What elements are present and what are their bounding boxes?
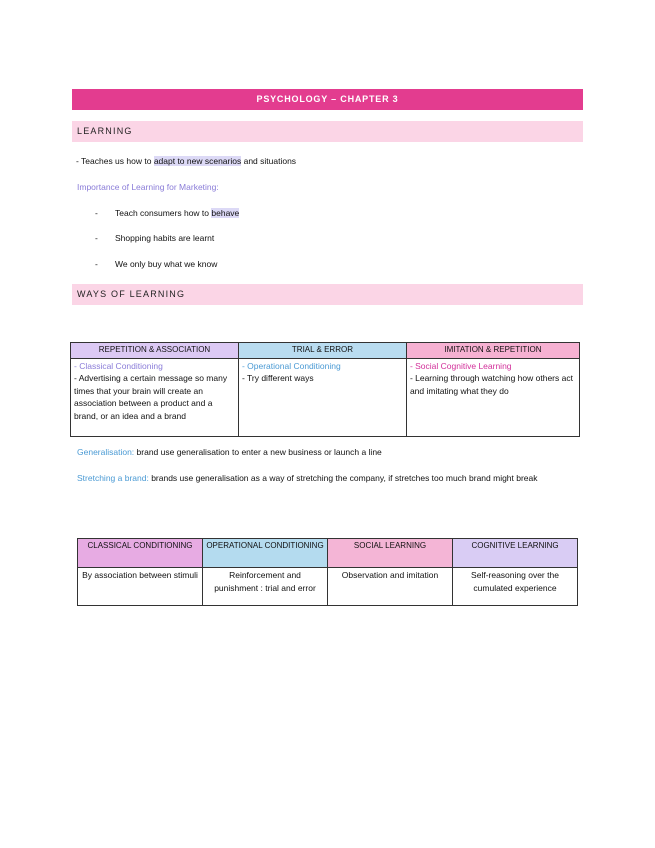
intro-suffix: and situations (241, 156, 297, 166)
table-cell: By association between stimuli (78, 568, 203, 606)
bullet-dash: - (95, 208, 98, 218)
bullet-highlight: behave (211, 208, 240, 218)
importance-label: Importance of Learning for Marketing: (77, 182, 219, 192)
learning-intro (76, 156, 296, 166)
table-cell: Reinforcement and punishment : trial and error (203, 568, 328, 606)
table-cell (238, 358, 406, 436)
table-header: COGNITIVE LEARNING (453, 539, 578, 568)
ways-table (70, 342, 580, 437)
intro-prefix: - Teaches us how to (76, 156, 154, 166)
table-cell: Observation and imitation (328, 568, 453, 606)
table-cell (406, 358, 579, 436)
cell-subtitle: - Classical Conditioning (74, 360, 163, 371)
cell-subtitle: - Social Cognitive Learning (409, 360, 512, 371)
stretching-text: brands use generalisation as a way of stretching the company, if stretches too much brand might break (148, 473, 538, 483)
section-heading-ways: WAYS OF LEARNING (72, 284, 583, 305)
cell-body: - Advertising a certain message so many times that your brain will create an association between a product and a brand, or an idea and a brand (74, 373, 228, 421)
bullet-dash: - (95, 233, 98, 243)
table-cell: Self-reasoning over the cumulated experience (453, 568, 578, 606)
bullet-text: We only buy what we know (115, 259, 218, 269)
intro-highlight: adapt to new scenarios (153, 156, 242, 166)
section-heading-learning: LEARNING (72, 121, 583, 142)
generalisation-text: brand use generalisation to enter a new business or launch a line (134, 447, 382, 457)
generalisation-label: Generalisation: (77, 447, 135, 457)
table-header: REPETITION & ASSOCIATION (71, 343, 239, 359)
bullet-dash: - (95, 259, 98, 269)
cell-body: - Try different ways (241, 373, 314, 383)
cell-body: - Learning through watching how others act and imitating what they do (409, 373, 573, 396)
bullet-text: Shopping habits are learnt (115, 233, 215, 243)
stretching-label: Stretching a brand: (77, 473, 149, 483)
page-title: PSYCHOLOGY – CHAPTER 3 (72, 89, 583, 110)
table-header: OPERATIONAL CONDITIONING (203, 539, 328, 568)
generalisation-paragraph (77, 445, 577, 459)
bullet-text: Teach consumers how to (115, 208, 212, 218)
table-header: SOCIAL LEARNING (328, 539, 453, 568)
table-cell (71, 358, 239, 436)
stretching-paragraph (77, 471, 577, 485)
table-header: IMITATION & REPETITION (406, 343, 579, 359)
cell-subtitle: - Operational Conditioning (241, 360, 341, 371)
table-header: CLASSICAL CONDITIONING (78, 539, 203, 568)
learning-types-table (77, 538, 578, 606)
table-header: TRIAL & ERROR (238, 343, 406, 359)
